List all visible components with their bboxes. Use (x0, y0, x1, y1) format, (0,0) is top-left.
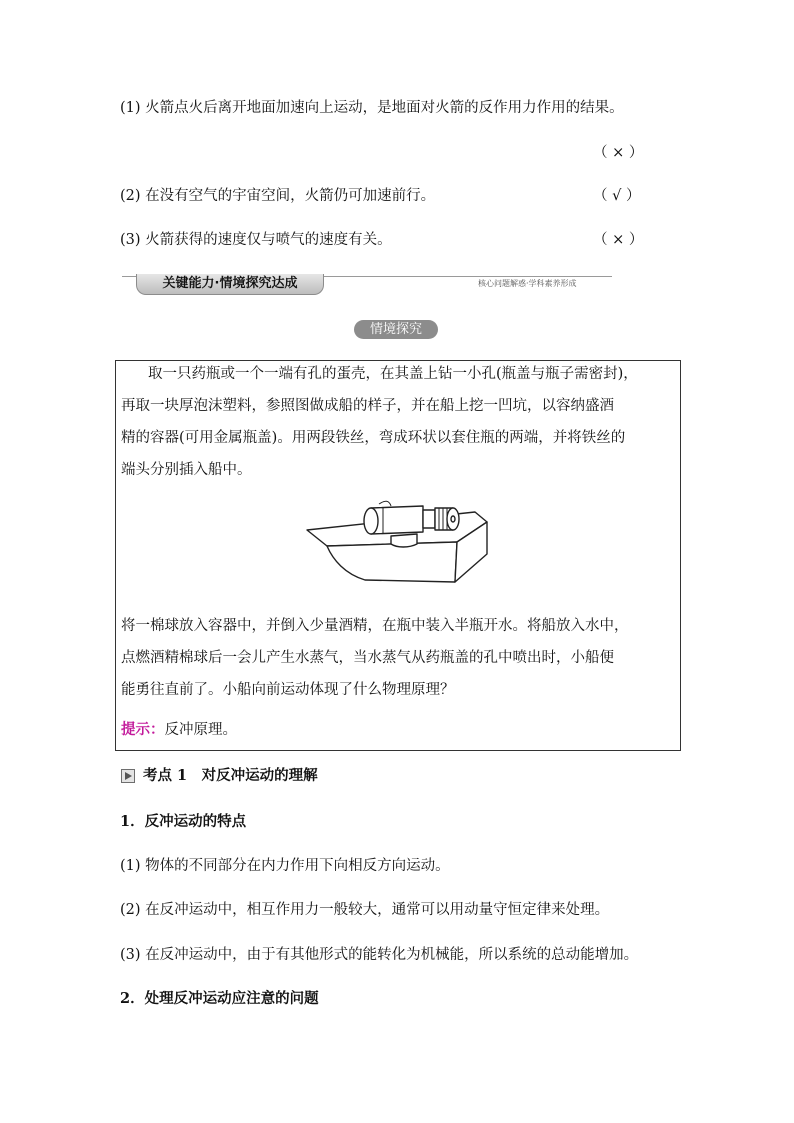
box-para2-line3: 能勇往直前了。小船向前运动体现了什么物理原理？ (121, 682, 455, 698)
hint-line (121, 720, 237, 740)
box-para1-line2: 再取一块厚泡沫塑料，参照图做成船的样子，并在船上挖一凹坑，以容纳盛酒 (121, 398, 614, 414)
answer-3: （ × ） (593, 232, 644, 248)
section1-item-3: (3) 在反冲运动中，由于有其他形式的能转化为机械能，所以系统的总动能增加。 (120, 947, 639, 963)
box-para1-line3: 精的容器(可用金属瓶盖)。用两段铁丝，弯成环状以套住瓶的两端，并将铁丝的 (121, 430, 626, 446)
box-para1-line1: 取一只药瓶或一个一端有孔的蛋壳，在其盖上钻一小孔(瓶盖与瓶子需密封)， (148, 366, 638, 382)
scenario-pill: 情境探究 (354, 320, 438, 339)
answer-2: （ √ ） (593, 188, 641, 204)
kaodian-title: 考点 1 对反冲运动的理解 (143, 767, 318, 784)
boat-illustration (305, 496, 491, 586)
answer-1: （ × ） (593, 145, 644, 161)
hint-label: 提示： (121, 721, 165, 738)
box-para1-line4: 端头分别插入船中。 (121, 462, 252, 478)
box-para2-line2: 点燃酒精棉球后一会儿产生水蒸气，当水蒸气从药瓶盖的孔中喷出时，小船便 (121, 650, 614, 666)
hint-text: 反冲原理。 (164, 722, 237, 738)
question-1: (1) 火箭点火后离开地面加速向上运动，是地面对火箭的反作用力作用的结果。 (120, 100, 624, 116)
banner-subtitle: 核心问题解惑·学科素养形成 (478, 279, 577, 288)
section-banner: 关键能力·情境探究达成 (136, 274, 324, 295)
question-2: (2) 在没有空气的宇宙空间，火箭仍可加速前行。 (120, 188, 436, 204)
question-3: (3) 火箭获得的速度仅与喷气的速度有关。 (120, 232, 392, 248)
section2-heading: 2．处理反冲运动应注意的问题 (120, 990, 319, 1007)
section1-heading: 1．反冲运动的特点 (120, 813, 247, 830)
section1-item-2: (2) 在反冲运动中，相互作用力一般较大，通常可以用动量守恒定律来处理。 (120, 902, 610, 918)
box-para2-line1: 将一棉球放入容器中，并倒入少量酒精，在瓶中装入半瓶开水。将船放入水中， (121, 618, 629, 634)
play-arrow-icon (121, 769, 135, 783)
section1-item-1: (1) 物体的不同部分在内力作用下向相反方向运动。 (120, 858, 450, 874)
